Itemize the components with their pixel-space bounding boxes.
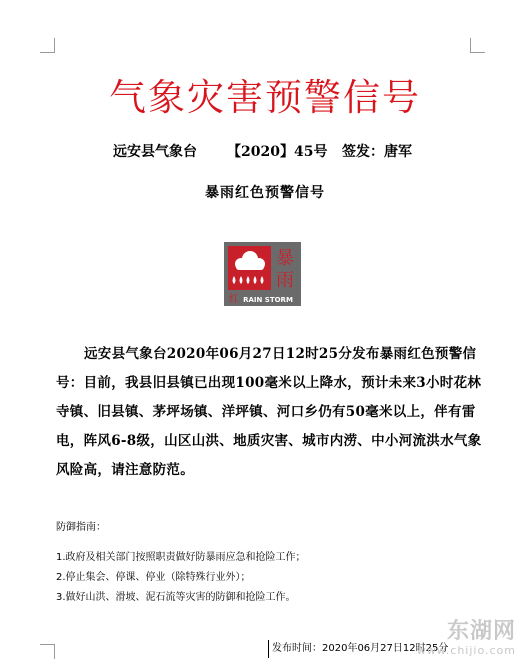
page-corner-mark-bottom-left xyxy=(40,644,55,659)
watermark xyxy=(417,620,516,658)
warning-body xyxy=(56,340,482,485)
release-time: 发布时间：2020年06月27日12时25分 xyxy=(268,640,448,658)
signer: 签发：唐军 xyxy=(342,144,412,160)
page-corner-mark-top-right xyxy=(470,38,485,53)
signal-english-label: RAIN STORM xyxy=(243,296,293,304)
issuing-station: 远安县气象台 xyxy=(113,144,197,160)
guide-item-3: 3.做好山洪、滑坡、泥石流等灾害的防御和抢险工作。 xyxy=(56,592,296,603)
guide-title: 防御指南： xyxy=(56,522,106,533)
rainstorm-red-signal-icon xyxy=(224,242,301,306)
guide-item-2: 2.停止集会、停课、停业（除特殊行业外）； xyxy=(56,572,251,583)
watermark-text: 东湖网 xyxy=(446,619,516,644)
warning-subtitle: 暴雨红色预警信号 xyxy=(205,185,325,201)
guide-item-1: 1.政府及相关部门按照职责做好防暴雨应急和抢险工作； xyxy=(56,552,306,563)
signal-level-char: 红 xyxy=(229,294,239,305)
document-title: 气象灾害预警信号 xyxy=(109,76,421,119)
signal-char-top: 暴 xyxy=(276,248,294,269)
document-header xyxy=(0,140,530,164)
warning-body-paragraph: 远安县气象台2020年06月27日12时25分发布暴雨红色预警信号：目前，我县旧县镇已出现100毫米以上降水，预计未来3小时花林寺镇、旧县镇、茅坪场镇、洋坪镇、河口乡仍有50毫米以上，伴有雷电，阵风6-8级，山区山洪、地质灾害、城市内涝、中小河流洪水气象风险高，请注意防范。 xyxy=(56,346,482,478)
watermark-url: www.chijio.com xyxy=(416,644,516,657)
page-corner-mark-top-left xyxy=(40,38,55,53)
signal-char-bottom: 雨 xyxy=(276,270,294,291)
document-number: 【2020】45号 xyxy=(227,144,328,160)
